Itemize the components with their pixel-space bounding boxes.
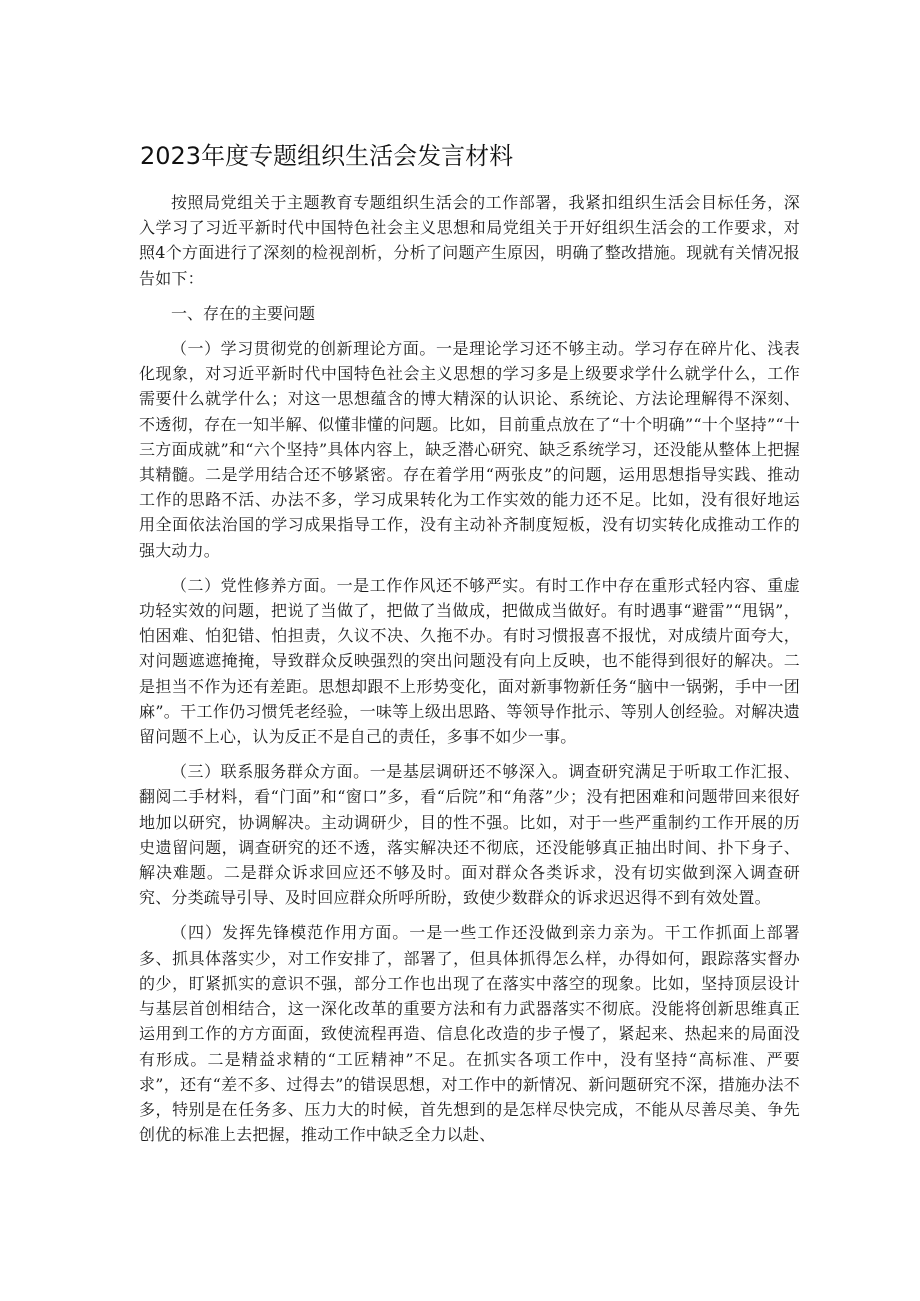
document-title: 2023年度专题组织生活会发言材料: [140, 142, 514, 170]
intro-paragraph: 按照局党组关于主题教育专题组织生活会的工作部署，我紧扣组织生活会目标任务，深入学习了习近平新时代中国特色社会主义思想和局党组关于开好组织生活会的工作要求，对照4个方面进行了深刻的检视剖析，分析了问题产生原因，明确了整改措施。现就有关情况报告如下：: [139, 193, 800, 288]
section-heading: 一、存在的主要问题: [171, 303, 316, 323]
paragraph-party-spirit: （二）党性修养方面。一是工作作风还不够严实。有时工作中存在重形式轻内容、重虚功轻实效的问题，把说了当做了，把做了当做成，把做成当做好。有时遇事“避雷”“甩锅”，怕困难、怕犯错、怕担责，久议不决、久拖不办。有时习惯报喜不报忧，对成绩片面夸大，对问题遮遮掩掩，导致群众反映强烈的突出问题没有向上反映，也不能得到很好的解决。二是担当不作为还有差距。思想却跟不上形势变化，面对新事物新任务“脑中一锅粥，手中一团麻”。干工作仍习惯凭老经验，一味等上级出思路、等领导作批示、等别人创经验。对解决遗留问题不上心，认为反正不是自己的责任，多事不如少一事。: [139, 575, 800, 747]
paragraph-study: （一）学习贯彻党的创新理论方面。一是理论学习还不够主动。学习存在碎片化、浅表化现象，对习近平新时代中国特色社会主义思想的学习多是上级要求学什么就学什么，工作需要什么就学什么；对这一思想蕴含的博大精深的认识论、系统论、方法论理解得不深刻、不透彻，存在一知半解、似懂非懂的问题。比如，目前重点放在了“十个明确”“十个坚持”“十三方面成就”和“六个坚持”具体内容上，缺乏潜心研究、缺乏系统学习，还没能从整体上把握其精髓。二是学用结合还不够紧密。存在着学用“两张皮”的问题，运用思想指导实践、推动工作的思路不活、办法不多，学习成果转化为工作实效的能力还不足。比如，没有很好地运用全面依法治国的学习成果指导工作，没有主动补齐制度短板，没有切实转化成推动工作的强大动力。: [139, 339, 800, 560]
document-body: [139, 190, 800, 1157]
paragraph-serve-masses: （三）联系服务群众方面。一是基层调研还不够深入。调查研究满足于听取工作汇报、翻阅二手材料，看“门面”和“窗口”多，看“后院”和“角落”少；没有把困难和问题带回来很好地加以研究，协调解决。主动调研少，目的性不强。比如，对于一些严重制约工作开展的历史遗留问题，调查研究的还不透，落实解决还不彻底，还没能够真正抽出时间、扑下身子、解决难题。二是群众诉求回应还不够及时。面对群众各类诉求，没有切实做到深入调查研究、分类疏导引导、及时回应群众所呼所盼，致使少数群众的诉求迟迟得不到有效处置。: [139, 762, 800, 908]
paragraph-exemplary-role: （四）发挥先锋模范作用方面。一是一些工作还没做到亲力亲为。干工作抓面上部署多、抓具体落实少，对工作安排了，部署了，但具体抓得怎么样，办得如何，跟踪落实督办的少，盯紧抓实的意识不强，部分工作也出现了在落实中落空的现象。比如，坚持顶层设计与基层首创相结合，这一深化改革的重要方法和有力武器落实不彻底。没能将创新思维真正运用到工作的方方面面，致使流程再造、信息化改造的步子慢了，紧起来、热起来的局面没有形成。二是精益求精的“工匠精神”不足。在抓实各项工作中，没有坚持“高标准、严要求”，还有“差不多、过得去”的错误思想，对工作中的新情况、新问题研究不深，措施办法不多，特别是在任务多、压力大的时候，首先想到的是怎样尽快完成，不能从尽善尽美、争先创优的标准上去把握，推动工作中缺乏全力以赴、: [139, 923, 800, 1145]
